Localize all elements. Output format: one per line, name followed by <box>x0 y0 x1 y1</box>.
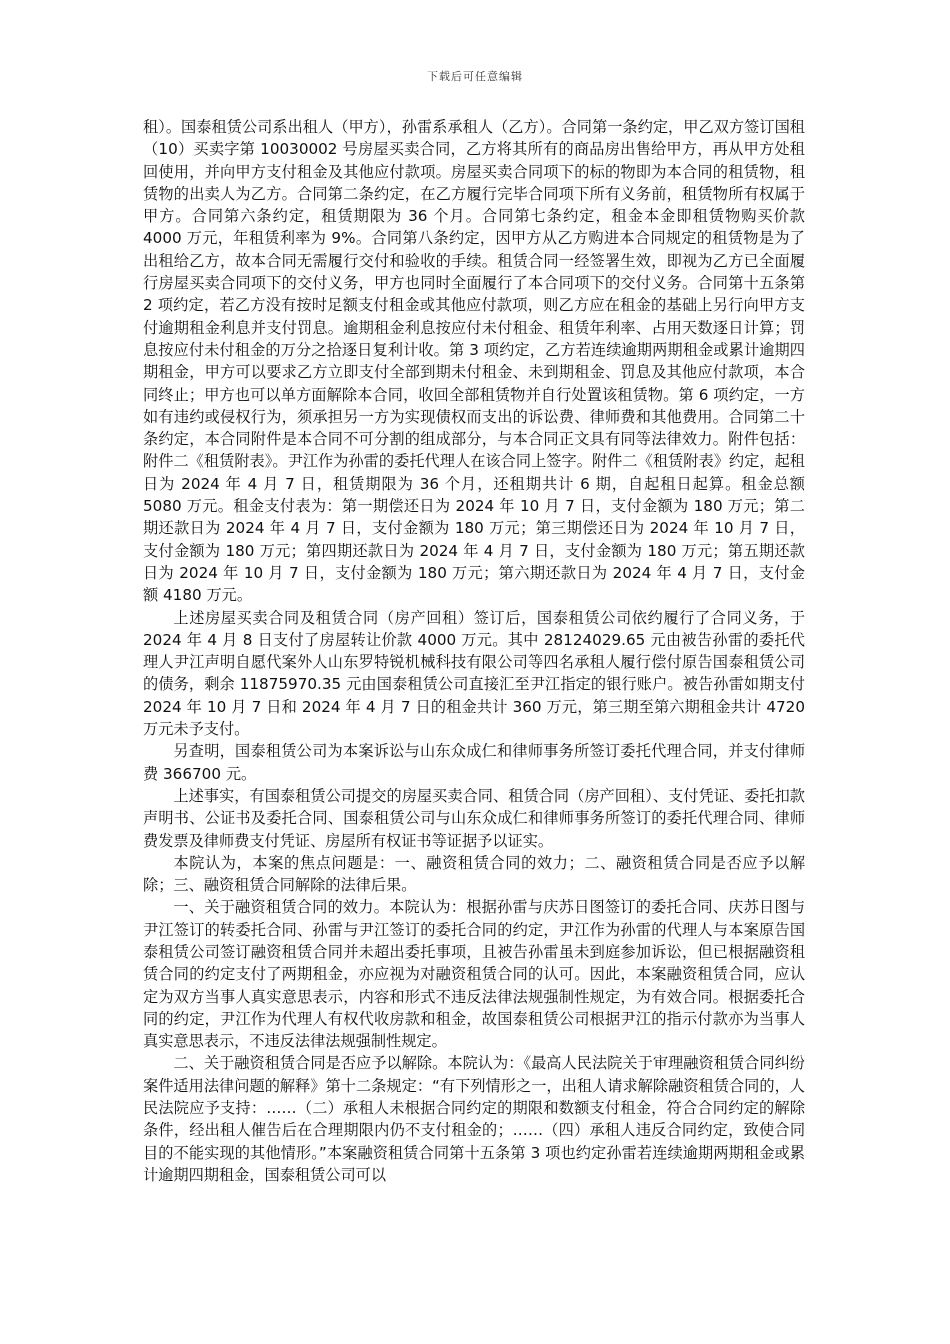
page-header: 下载后可任意编辑 <box>427 70 523 83</box>
document-body <box>143 116 805 1186</box>
paragraph-court-issues: 本院认为，本案的焦点问题是：一、融资租赁合同的效力；二、融资租赁合同是否应予以解除；三、融资租赁合同解除的法律后果。 <box>143 853 805 895</box>
paragraph-performance: 上述房屋买卖合同及租赁合同（房产回租）签订后，国泰租赁公司依约履行了合同义务，于 2024 年 4 月 8 日支付了房屋转让价款 4000 万元。其中 28124029.65 元由被告孙雷的委托代理人尹江声明自愿代案外人山东罗特锐机械科技有限公司等四名承租人履行偿付原告国泰租赁公司的债务，剩余 11875970.35 元由国泰租赁公司直接汇至尹江指定的银行账户。被告孙雷如期支付 2024 年 10 月 7 日和 2024 年 4 月 7 日的租金共计 360 万元，第三期至第六期租金共计 4720 万元未予支付。 <box>143 608 805 739</box>
paragraph-evidence: 上述事实，有国泰租赁公司提交的房屋买卖合同、租赁合同（房产回租）、支付凭证、委托扣款声明书、公证书及委托合同、国泰租赁公司与山东众成仁和律师事务所签订的委托代理合同、律师费发票及律师费支付凭证、房屋所有权证书等证据予以证实。 <box>143 786 805 850</box>
paragraph-contract-termination: 二、关于融资租赁合同是否应予以解除。本院认为：《最高人民法院关于审理融资租赁合同纠纷案件适用法律问题的解释》第十二条规定：“有下列情形之一，出租人请求解除融资租赁合同的，人民法院应予支持：……（二）承租人未根据合同约定的期限和数额支付租金，符合合同约定的解除条件，经出租人催告后在合理期限内仍不支付租金的；……（四）承租人违反合同约定，致使合同目的不能实现的其他情形。”本案融资租赁合同第十五条第 3 项也约定孙雷若连续逾期两期租金或累计逾期四期租金，国泰租赁公司可以 <box>143 1054 805 1184</box>
paragraph-contract-terms: 租）。国泰租赁公司系出租人（甲方），孙雷系承租人（乙方）。合同第一条约定，甲乙双方签订国租（10）买卖字第 10030002 号房屋买卖合同，乙方将其所有的商品房出售给甲方，再从甲方处租回使用，并向甲方支付租金及其他应付款项。房屋买卖合同项下的标的物即为本合同的租赁物，租赁物的出卖人为乙方。合同第二条约定，在乙方履行完毕合同项下所有义务前，租赁物所有权属于甲方。合同第六条约定，租赁期限为 36 个月。合同第七条约定，租金本金即租赁物购买价款 4000 万元，年租赁利率为 9%。合同第八条约定，因甲方从乙方购进本合同规定的租赁物是为了出租给乙方，故本合同无需履行交付和验收的手续。租赁合同一经签署生效，即视为乙方已全面履行房屋买卖合同项下的交付义务，甲方也同时全面履行了本合同项下的交付义务。合同第十五条第 2 项约定，若乙方没有按时足额支付租金或其他应付款项，则乙方应在租金的基础上另行向甲方支付逾期租金利息并支付罚息。逾期租金利息按应付未付租金、租赁年利率、占用天数逐日计算；罚息按应付未付租金的万分之拾逐日复利计收。第 3 项约定，乙方若连续逾期两期租金或累计逾期四期租金，甲方可以要求乙方立即支付全部到期未付租金、未到期租金、罚息及其他应付款项，本合同终止；甲方也可以单方面解除本合同，收回全部租赁物并自行处置该租赁物。第 6 项约定，一方如有违约或侵权行为，须承担另一方为实现债权而支出的诉讼费、律师费和其他费用。合同第二十条约定，本合同附件是本合同不可分割的组成部分，与本合同正文具有同等法律效力。附件包括：附件二《租赁附表》。尹江作为孙雷的委托代理人在该合同上签字。附件二《租赁附表》约定，起租日为 2024 年 4 月 7 日，租赁期限为 36 个月，还租期共计 6 期，自起租日起算。租金总额 5080 万元。租金支付表为：第一期偿还日为 2024 年 10 月 7 日，支付金额为 180 万元；第二期还款日为 2024 年 4 月 7 日，支付金额为 180 万元；第三期偿还日为 2024 年 10 月 7 日，支付金额为 180 万元；第四期还款日为 2024 年 4 月 7 日，支付金额为 180 万元；第五期还款日为 2024 年 10 月 7 日，支付金额为 180 万元；第六期还款日为 2024 年 4 月 7 日，支付金额 4180 万元。 <box>143 118 805 605</box>
paragraph-contract-validity: 一、关于融资租赁合同的效力。本院认为：根据孙雷与庆苏日图签订的委托合同、庆苏日图与尹江签订的转委托合同、孙雷与尹江签订的委托合同的约定，尹江作为孙雷的代理人与本案原告国泰租赁公司签订融资租赁合同并未超出委托事项，且被告孙雷虽未到庭参加诉讼，但已根据融资租赁合同的约定支付了两期租金，亦应视为对融资租赁合同的认可。因此，本案融资租赁合同，应认定为双方当事人真实意思表示，内容和形式不违反法律法规强制性规定，为有效合同。根据委托合同的约定，尹江作为代理人有权代收房款和租金，故国泰租赁公司根据尹江的指示付款亦为当事人真实意思表示，不违反法律法规强制性规定。 <box>143 898 805 1051</box>
paragraph-attorney-fee: 另查明，国泰租赁公司为本案诉讼与山东众成仁和律师事务所签订委托代理合同，并支付律师费 366700 元。 <box>143 742 805 783</box>
